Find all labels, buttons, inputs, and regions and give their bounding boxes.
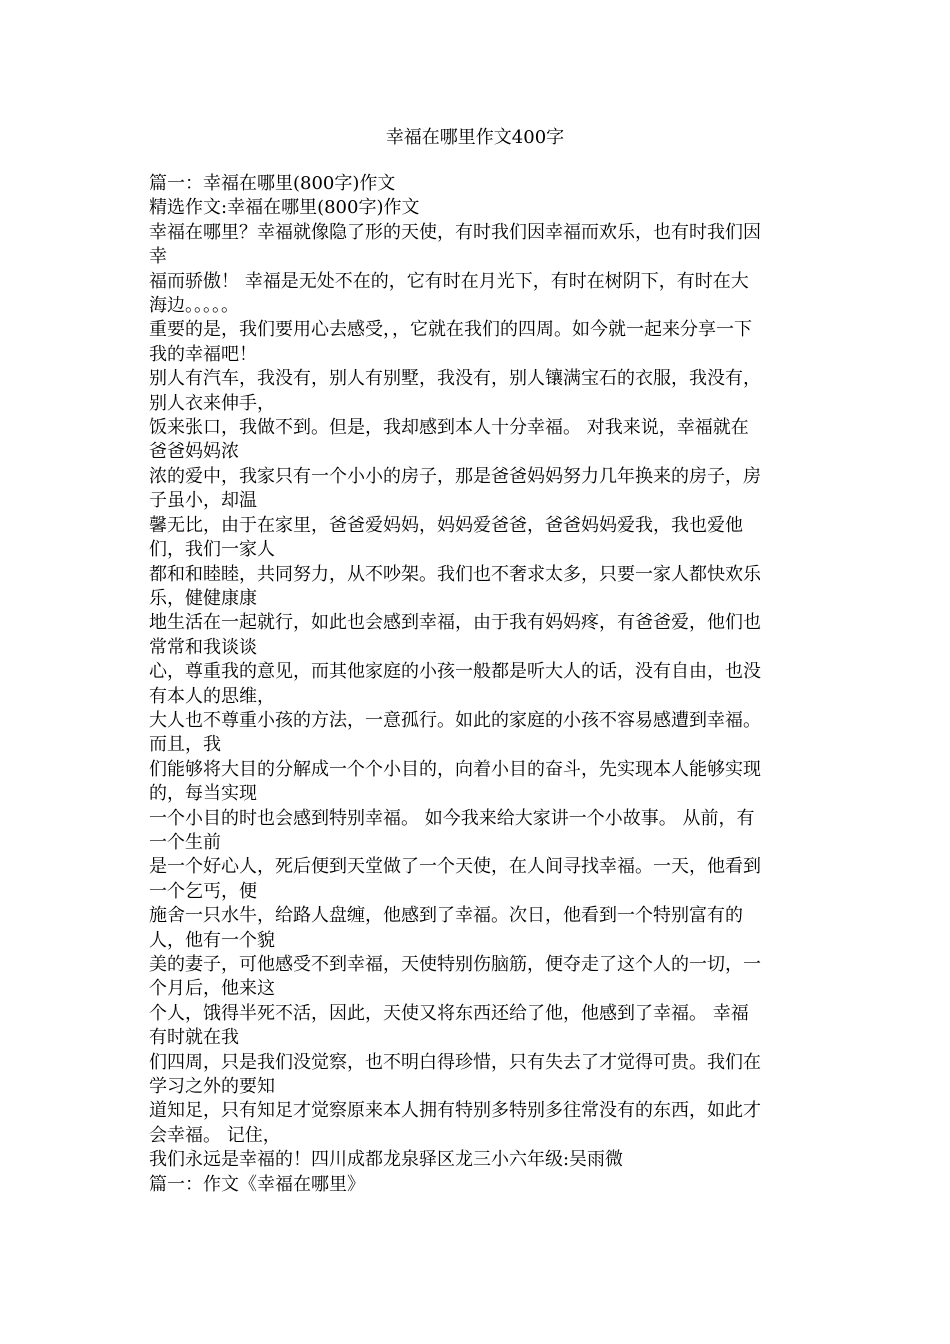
text-line: 施舍一只水牛，给路人盘缠，他感到了幸福。次日，他看到一个特别富有的 [149, 905, 743, 927]
text-line: 别人衣来伸手， [149, 392, 275, 414]
text-line: 学习之外的要知 [149, 1076, 275, 1098]
text-line: 子虽小，却温 [149, 490, 257, 512]
text-line: 们能够将大目的分解成一个个小目的，向着小目的奋斗，先实现本人能够实现 [149, 758, 761, 780]
text-line: 幸福在哪里？幸福就像隐了形的天使，有时我们因幸福而欢乐，也有时我们因 [149, 221, 761, 243]
text-line: 幸 [149, 246, 167, 268]
text-line: 心，尊重我的意见，而其他家庭的小孩一般都是听大人的话，没有自由，也没 [149, 661, 761, 683]
text-line: 都和和睦睦，共同努力，从不吵架。我们也不奢求太多，只要一家人都快欢乐 [149, 563, 761, 585]
text-line: 精选作文:幸福在哪里(800字)作文 [149, 197, 420, 219]
text-line: 爸爸妈妈浓 [149, 441, 239, 463]
text-line: 我的幸福吧！ [149, 343, 257, 365]
text-line: 福而骄傲！ 幸福是无处不在的，它有时在月光下，有时在树阴下，有时在大 [149, 270, 749, 292]
text-line: 有时就在我 [149, 1027, 239, 1049]
text-line: 而且，我 [149, 734, 221, 756]
text-line: 个人，饿得半死不活，因此，天使又将东西还给了他，他感到了幸福。 幸福 [149, 1002, 749, 1024]
text-line: 一个生前 [149, 831, 221, 853]
text-line: 饭来张口，我做不到。但是，我却感到本人十分幸福。 对我来说，幸福就在 [149, 417, 749, 439]
text-line: 浓的爱中，我家只有一个小小的房子，那是爸爸妈妈努力几年换来的房子，房 [149, 465, 761, 487]
text-line: 我们永远是幸福的！四川成都龙泉驿区龙三小六年级:吴雨微 [149, 1149, 624, 1171]
text-line: 常常和我谈谈 [149, 636, 257, 658]
text-line: 道知足，只有知足才觉察原来本人拥有特别多特别多往常没有的东西，如此才 [149, 1100, 761, 1122]
text-line: 人，他有一个貌 [149, 929, 275, 951]
document-title: 幸福在哪里作文400字 [385, 127, 565, 148]
text-line: 别人有汽车，我没有，别人有别墅，我没有，别人镶满宝石的衣服，我没有， [149, 368, 761, 390]
text-line: 馨无比，由于在家里，爸爸爱妈妈，妈妈爱爸爸，爸爸妈妈爱我，我也爱他 [149, 514, 743, 536]
text-line: 会幸福。 记住， [149, 1124, 281, 1146]
text-line: 一个乞丐，便 [149, 880, 257, 902]
text-line: 的，每当实现 [149, 783, 257, 805]
text-line: 美的妻子，可他感受不到幸福，天使特别伤脑筋，便夺走了这个人的一切，一 [149, 954, 761, 975]
text-line: 们四周，只是我们没觉察，也不明白得珍惜，只有失去了才觉得可贵。我们在 [149, 1051, 761, 1073]
text-line: 地生活在一起就行，如此也会感到幸福，由于我有妈妈疼，有爸爸爱，他们也 [149, 612, 761, 634]
text-line: 有本人的思维， [149, 685, 275, 707]
text-line: 重要的是，我们要用心去感受，，它就在我们的四周。如今就一起来分享一下 [149, 319, 752, 341]
document-body [149, 172, 804, 1197]
text-line: 个月后，他来这 [149, 978, 275, 1000]
text-line: 篇一：幸福在哪里(800字)作文 [149, 173, 396, 194]
text-line: 们，我们一家人 [149, 539, 275, 561]
text-line: 乐，健健康康 [149, 587, 257, 609]
text-line: 大人也不尊重小孩的方法，一意孤行。如此的家庭的小孩不容易感遭到幸福。 [149, 709, 761, 731]
text-line: 是一个好心人，死后便到天堂做了一个天使，在人间寻找幸福。一天，他看到 [149, 856, 761, 878]
text-line: 海边。。。。。 [149, 295, 239, 317]
text-line: 一个小目的时也会感到特别幸福。 如今我来给大家讲一个小故事。 从前，有 [149, 807, 755, 829]
text-line: 篇一：作文《幸福在哪里》 [149, 1173, 365, 1195]
